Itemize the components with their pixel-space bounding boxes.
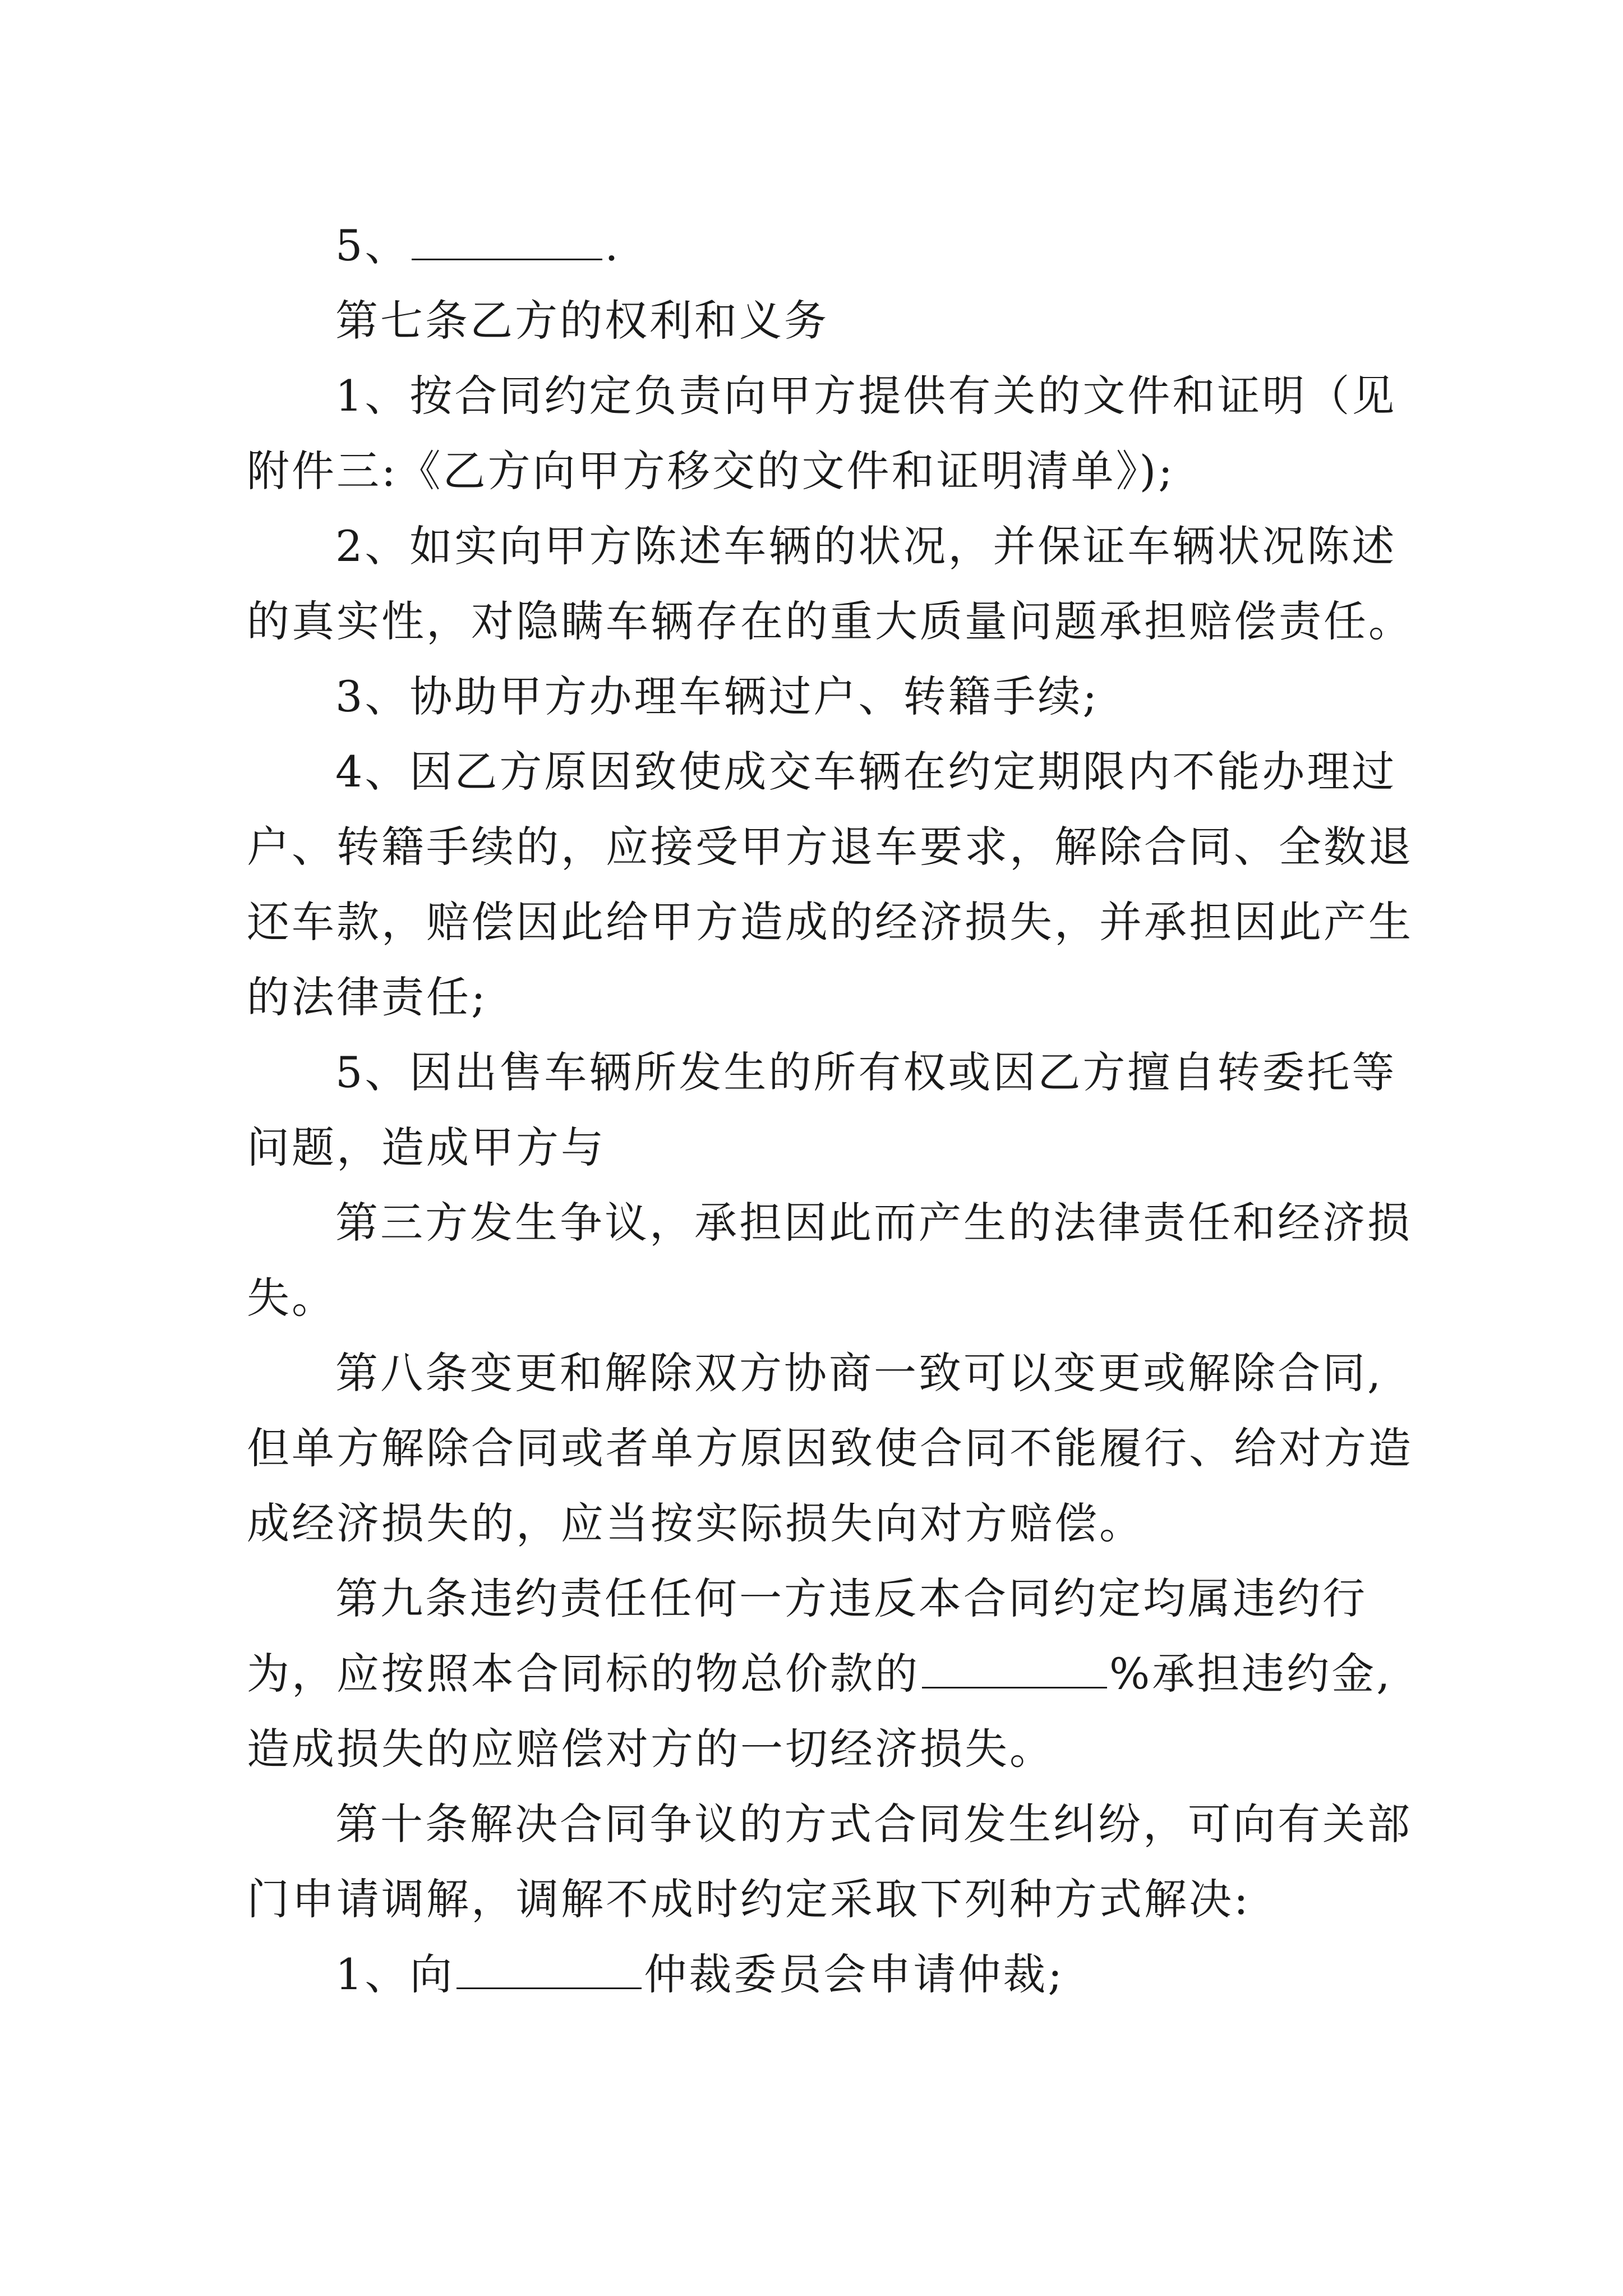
article-7-item-1-line-2: 附件三:《乙方向甲方移交的文件和证明清单》);: [247, 446, 1175, 496]
article-7-title: 第七条乙方的权利和义务: [335, 296, 829, 346]
article-10-line-2: 门申请调解，调解不成时约定采取下列种方式解决:: [247, 1874, 1251, 1924]
article-8-line-2: 但单方解除合同或者单方原因致使合同不能履行、给对方造: [247, 1423, 1413, 1473]
arbitration-prefix: 1、向: [335, 1949, 455, 1999]
article-7-item-1-line-1: 1、按合同约定负责向甲方提供有关的文件和证明（见: [335, 371, 1397, 421]
article-7-item-4-line-3: 还车款，赔偿因此给甲方造成的经济损失，并承担因此产生: [247, 897, 1413, 947]
percentage-blank: [922, 1648, 1107, 1688]
article-9-line-2: [247, 1646, 1392, 1702]
item-suffix: .: [605, 220, 621, 270]
article-7-item-5-line-1: 5、因出售车辆所发生的所有权或因乙方擅自转委托等: [335, 1047, 1397, 1097]
item-number: 5、: [335, 220, 410, 270]
article-9-line-2-suffix: %承担违约金,: [1109, 1649, 1393, 1699]
arbitration-commission-blank: [457, 1948, 642, 1989]
article-7-item-4-line-2: 户、转籍手续的，应接受甲方退车要求，解除合同、全数退: [247, 822, 1413, 872]
article-9-line-1: 第九条违约责任任何一方违反本合同约定均属违约行: [335, 1573, 1367, 1623]
article-9-line-2-prefix: 为，应按照本合同标的物总价款的: [247, 1649, 920, 1699]
article-7-item-4-line-1: 4、因乙方原因致使成交车辆在约定期限内不能办理过: [335, 747, 1397, 797]
third-party-line-1: 第三方发生争议，承担因此而产生的法律责任和经济损: [335, 1198, 1412, 1248]
article-10-line-1: 第十条解决合同争议的方式合同发生纠纷，可向有关部: [335, 1799, 1412, 1849]
article-7-item-2-line-1: 2、如实向甲方陈述车辆的状况，并保证车辆状况陈述: [335, 521, 1397, 571]
arbitration-option-line: [335, 1947, 1064, 2003]
article-9-line-3: 造成损失的应赔偿对方的一切经济损失。: [247, 1724, 1054, 1774]
article-7-item-2-line-2: 的真实性，对隐瞒车辆存在的重大质量问题承担赔偿责任。: [247, 596, 1413, 646]
article-7-item-4-line-4: 的法律责任;: [247, 972, 488, 1022]
article-8-line-1: 第八条变更和解除双方协商一致可以变更或解除合同,: [335, 1348, 1384, 1398]
article-8-line-3: 成经济损失的，应当按实际损失向对方赔偿。: [247, 1498, 1144, 1548]
fill-in-blank: [412, 219, 602, 260]
arbitration-suffix: 仲裁委员会申请仲裁;: [644, 1949, 1064, 1999]
item-5-blank-line: [335, 218, 621, 274]
article-7-item-3: 3、协助甲方办理车辆过户、转籍手续;: [335, 671, 1099, 721]
third-party-line-2: 失。: [247, 1273, 336, 1323]
article-7-item-5-line-2: 问题，造成甲方与: [247, 1122, 606, 1172]
